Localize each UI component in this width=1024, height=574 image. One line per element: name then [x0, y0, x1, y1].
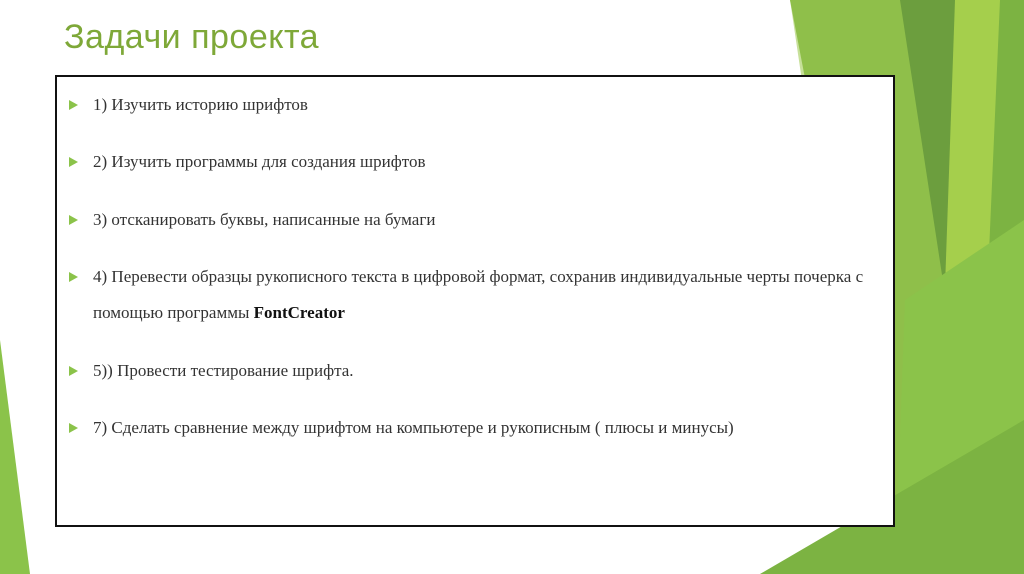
item-text: 5)) Провести тестирование шрифта.: [93, 361, 354, 380]
list-item: [69, 259, 883, 331]
item-text: [93, 259, 883, 331]
bullet-arrow-icon: [69, 157, 78, 167]
bullet-arrow-icon: [69, 272, 78, 282]
bullet-arrow-icon: [69, 366, 78, 376]
item-text-main: 4) Перевести образцы рукописного текста в цифровой формат, сохранив индивидуальные черты почерка с помощью программы: [93, 267, 864, 322]
content-box: [55, 75, 895, 527]
bullet-arrow-icon: [69, 100, 78, 110]
item-text: 2) Изучить программы для создания шрифтов: [93, 152, 426, 171]
bullet-arrow-icon: [69, 215, 78, 225]
list-item: [69, 144, 883, 180]
list-item: [69, 87, 883, 123]
item-text-bold: FontCreator: [253, 303, 345, 322]
item-text: 1) Изучить историю шрифтов: [93, 95, 308, 114]
item-text: 7) Сделать сравнение между шрифтом на компьютере и рукописным ( плюсы и минусы): [93, 418, 734, 437]
list-item: [69, 202, 883, 238]
item-text: 3) отсканировать буквы, написанные на бумаги: [93, 210, 436, 229]
list-item: [69, 410, 883, 446]
slide-title: Задачи проекта: [64, 18, 320, 56]
bullet-arrow-icon: [69, 423, 78, 433]
list-item: [69, 353, 883, 389]
deco-shape: [0, 340, 30, 574]
